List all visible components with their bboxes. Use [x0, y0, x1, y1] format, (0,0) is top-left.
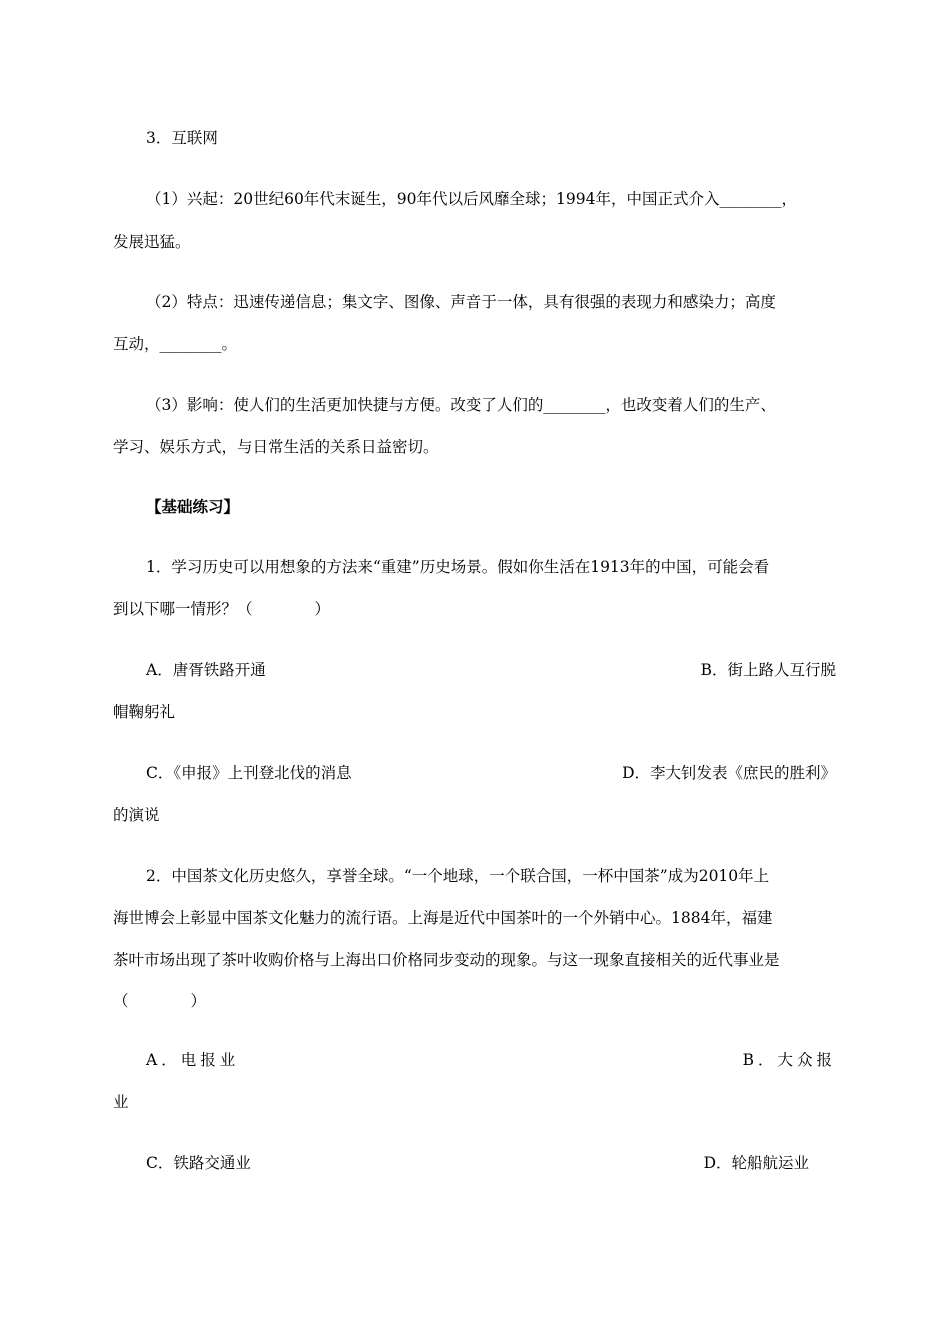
q1-option-a: A．唐胥铁路开通: [146, 661, 266, 679]
section-heading: 3．互联网: [146, 129, 218, 147]
q1-option-c: C．《申报》上刊登北伐的消息: [146, 764, 352, 782]
q2-option-d: D．轮船航运业: [703, 1154, 809, 1172]
question-2-line: （ ）: [113, 992, 207, 1010]
q1-option-b-continued: 帽鞠躬礼: [113, 703, 176, 721]
q2-option-c: C．铁路交通业: [146, 1154, 251, 1172]
q2-option-b: B．大众报: [742, 1051, 836, 1069]
question-2-line: 海世博会上彰显中国茶文化魅力的流行语。上海是近代中国茶叶的一个外销中心。1884年，福建: [113, 909, 773, 927]
q2-option-a: A．电报业: [146, 1051, 240, 1069]
practice-title: 【基础练习】: [146, 498, 240, 516]
paragraph-line: 学习、娱乐方式，与日常生活的关系日益密切。: [113, 438, 439, 456]
question-1-line: 到以下哪一情形？（ ）: [113, 600, 331, 618]
paragraph-line: 发展迅猛。: [113, 233, 191, 251]
question-2-line: 2．中国茶文化历史悠久，享誉全球。“一个地球，一个联合国，一杯中国茶”成为2010年上: [146, 867, 770, 885]
paragraph-line: 互动，________。: [113, 335, 238, 353]
question-2-line: 茶叶市场出现了茶叶收购价格与上海出口价格同步变动的现象。与这一现象直接相关的近代事业是: [113, 951, 780, 969]
q1-option-b: B．街上路人互行脱: [700, 661, 836, 679]
paragraph-line: （2）特点：迅速传递信息；集文字、图像、声音于一体，具有很强的表现力和感染力；高度: [146, 293, 776, 311]
question-1-line: 1．学习历史可以用想象的方法来“重建”历史场景。假如你生活在1913年的中国，可能会看: [146, 558, 770, 576]
q1-option-d-continued: 的演说: [113, 806, 160, 824]
paragraph-line: （1）兴起：20世纪60年代末诞生，90年代以后风靡全球；1994年，中国正式介入________，: [146, 190, 797, 208]
paragraph-line: （3）影响：使人们的生活更加快捷与方便。改变了人们的________，也改变着人们的生产、: [146, 396, 776, 414]
q2-option-b-continued: 业: [113, 1093, 129, 1111]
q1-option-d: D．李大钊发表《庶民的胜利》: [622, 764, 836, 782]
